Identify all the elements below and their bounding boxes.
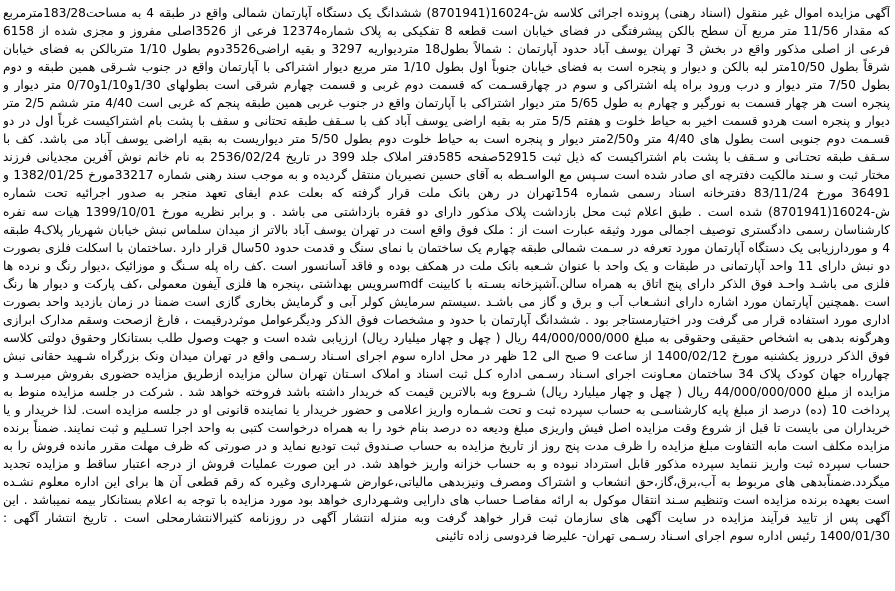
auction-notice-text: آگهی مزایده اموال غیر منقول (اسناد رهنی) پرونده اجرائی کلاسه ش-16024(8701941) ششدانگ یک دستگاه آپارتمان شمالی واقع در طبقه 4 به مساحت183/28مترمربع که مقدار 11/56 متر مربع آن سطح بالکن پیشرفتگی در فضای خیابان است قطعه 8 تفکیکی به پلاک شماره12374 فرعی از 3526اصلی مفروز و مجزی شده از 6158 فرعی از اصلی مذکور واقع در بخش 3 تهران یوسف آباد حدود آپارتمان : شمالاً بطول18 متردیواریه 3297 و بقیه اراضی3526دوم بطول 1/10 متربالکن به فضای خیابان شرقاً بطول 10/50متر لبه بالکن و دیوار و پنجره است به فضای خیابان جنوباً اول بطول 1/10 متر مربع دیوار اشتراکی با آپارتمان واقع در جنوب شـرقی همین طبقه و دوم بطول 7/50 متر دیوار و درب ورود براه پله اشتراکی و سوم در چهارقسـمت که قسمت دوم غربی و قسمت چهارم شرقی است بطولهای 1/30و1/10و0/70 متر دیوار و پنجره است هر چهار قسمت به نورگیر و چهارم به طول 5/65 متر دیوار اشتراکی با آپارتمان واقع در جنوب غربی همین طبقه پنجم که غربی است 4/40 متر ششم 2/5 متر دیوار و پنجره است هردو قسمت اخیر به حیاط خلوت و هفتم 5/5 متر به بقیه اراضی یوسف آباد کف با سـقف طبقه تحتانی و سقف با پشت بام اشتراکیست غرباً اول در دو قسـمت دوم جنوبی است بطول های 4/40 متر و2/50متر دیوار و پنجره است به حیاط خلوت دوم بطول 5/50 متر دیواریست به بقیه اراضی یوسف آباد می باشد. کف با سـقف طبقه تحتـانی و سـقف با پشت بام اشتراکیست که ذیل ثبت 52915صفحه 585دفتر املاک جلد 399 در تاریخ 2536/02/24 به نام خانم نوش آفرین مجدیانی فرزند مختار ثبت و سـند مالکیت دفترچه ای صادر شده است سـپس مع الواسـطه به آقای حسین نصیریان منتقل گردیده و به موجب سند رهنی شماره 33217مورخ 1382/01/25 و 36491 مورخ 83/11/24 دفترخانه اسناد رسمی شماره 154تهران در رهن بانک ملت قرار گرفته که بعلت عدم ایفای تعهد منجر به صدور اجرائیه تحت شماره ش-16024(8701941) شده است . طبق اعلام ثبت محل بازداشت پلاک مذکور دارای دو فقره بازداشتی می باشد . و برابر نظریه مورخ 1399/10/01 هیات سه نفره کارشناسان رسمی دادگستری توصیف اجمالی مورد وثیقه عبارت است از : ملک فوق واقع است در تهران یوسف آباد بالاتر از میدان سلماس نبش خیابان شهریار پلاک4 طبقه 4 و موردارزیابی یک دستگاه آپارتمان مورد تعرفه در سـمت شمالی طبقه چهارم یک ساختمان با نمای سنگ و قدمت حدود 50سال قرار دارد .ساختمان با اسکلت فلزی بصورت دو نبش دارای 11 واحد آپارتمانی در طبقات و یک واحد با عنوان شـعبه بانک ملت در همکف بوده و فاقد آسانسور است .کف راه پله سـنگ و موزائیک ،دیوار رنگ و نرده ها فلزی می باشـد واحـد فوق الذکر دارای پنج اتاق به همراه سالن.آشپزخانه بسـته با کابینت mdfسرویس بهداشتی ،پنجره ها فلزی آیفون معمولی ،کف پارکت و دیوار ها رنگ است .همچنین آپارتمان مورد اشاره دارای انشـعاب آب و برق و گاز می باشـد .سیستم سرمایش کولر آبی و گرمایش بخاری گازی است ضمنا در زمان بازدید واحد بصورت اداری مورد استفاده قرار می گرفت ودر اختیارمستاجر بود . ششدانگ آپارتمان با حدود و مشخصات فوق الذکر ودیگرعوامل موثردرقیمت ، فارغ ازصحت وسقم مدارک ابرازی وهرگونه بدهی به اشخاص حقیقی وحقوقی به مبلغ 44/000/000/000 ریال ( چهل و چهار میلیارد ریال) ارزیابی شده است و جهت وصول طلب بستانکار وحقوق دولتی کلاسه فوق الذکر درروز یکشنبه مورخ 1400/02/12 از ساعت 9 صبح الی 12 ظهر در محل اداره سوم اجرای اسـناد رسـمی واقع در تهران میدان ونک بزرگراه شـهید حقانی نبش چهارراه جهان کودک پلاک 34 ساختمان معـاونت اجرای اسـناد رسـمی اداره کـل ثبت اسناد و املاک اسـتان تهران سالن مزایده ازطریق مزایده حضوری بفروش میرسـد و مزایده از مبلغ 44/000/000/000 ریال ( چهل و چهار میلیارد ریال) شـروع وبه بالاترین قیمت که خریدار داشته باشد فروخته خواهد شد . شرکت در جلسه مزایده منوط به پرداخت 10 (ده) درصد از مبلغ پایه کارشناسـی به حساب سپرده ثبت و تحت شـماره واریز اعلامی و حضور خریدار یا نماینده قانونی او در جلسه مزایده است. لذا خریدار و یا خریداران می بایست تا قبل از شروع وقت مزایده اصل فیش واریزی مبلغ ودیعه ده درصد بنام خود را به همراه درخواست کتبی به واحد اجرا تسـلیم و ثبت نمایند. ضمناً برنده مزایده مکلف است مابه التفاوت مبلغ مزایده را ظرف مدت پنج روز از تاریخ مزایده به حساب صـندوق ثبت تودیع نماید و در صورتی که ظرف مهلت مقرر مانده فروش را به حساب سپرده ثبت واریز ننماید سپرده مذکور قابل استرداد نبوده و به حساب خزانه واریز خواهد شد. در این صورت عملیات فروش از درجه اعتبار ساقط و مزایده تجدید میگردد.ضمناًبدهی های مربوط به آب،برق،گاز،حق انشعاب و اشتراک ومصرف ونیزبدهی مالیاتی،عوارض شـهرداری وغیره که رقم قطعی آن ها برای این اداره معلوم نشـده است بعهده برنده مزایده است وتنظیم سـند انتقال موکول به ارائه مفاصـا حساب های دارایی وشـهرداری خواهد بود مورد مزایده با توجه به اعلام بستانکار بیمه نمیباشد . این آگهی پس از تایید فرآیند مزایده در سایت آگهی های سازمان ثبت قرار خواهد گرفت وبه منزله انتشار آگهی در روزنامه کثیرالانتشارمحلی است . تاریخ انتشار آگهی : 1400/01/30 رئیس اداره سوم اجرای اسـناد رسـمی تهران- علیرضا فردوسی زاده تائینی xyxy=(3,6,890,544)
auction-notice xyxy=(3,4,890,588)
